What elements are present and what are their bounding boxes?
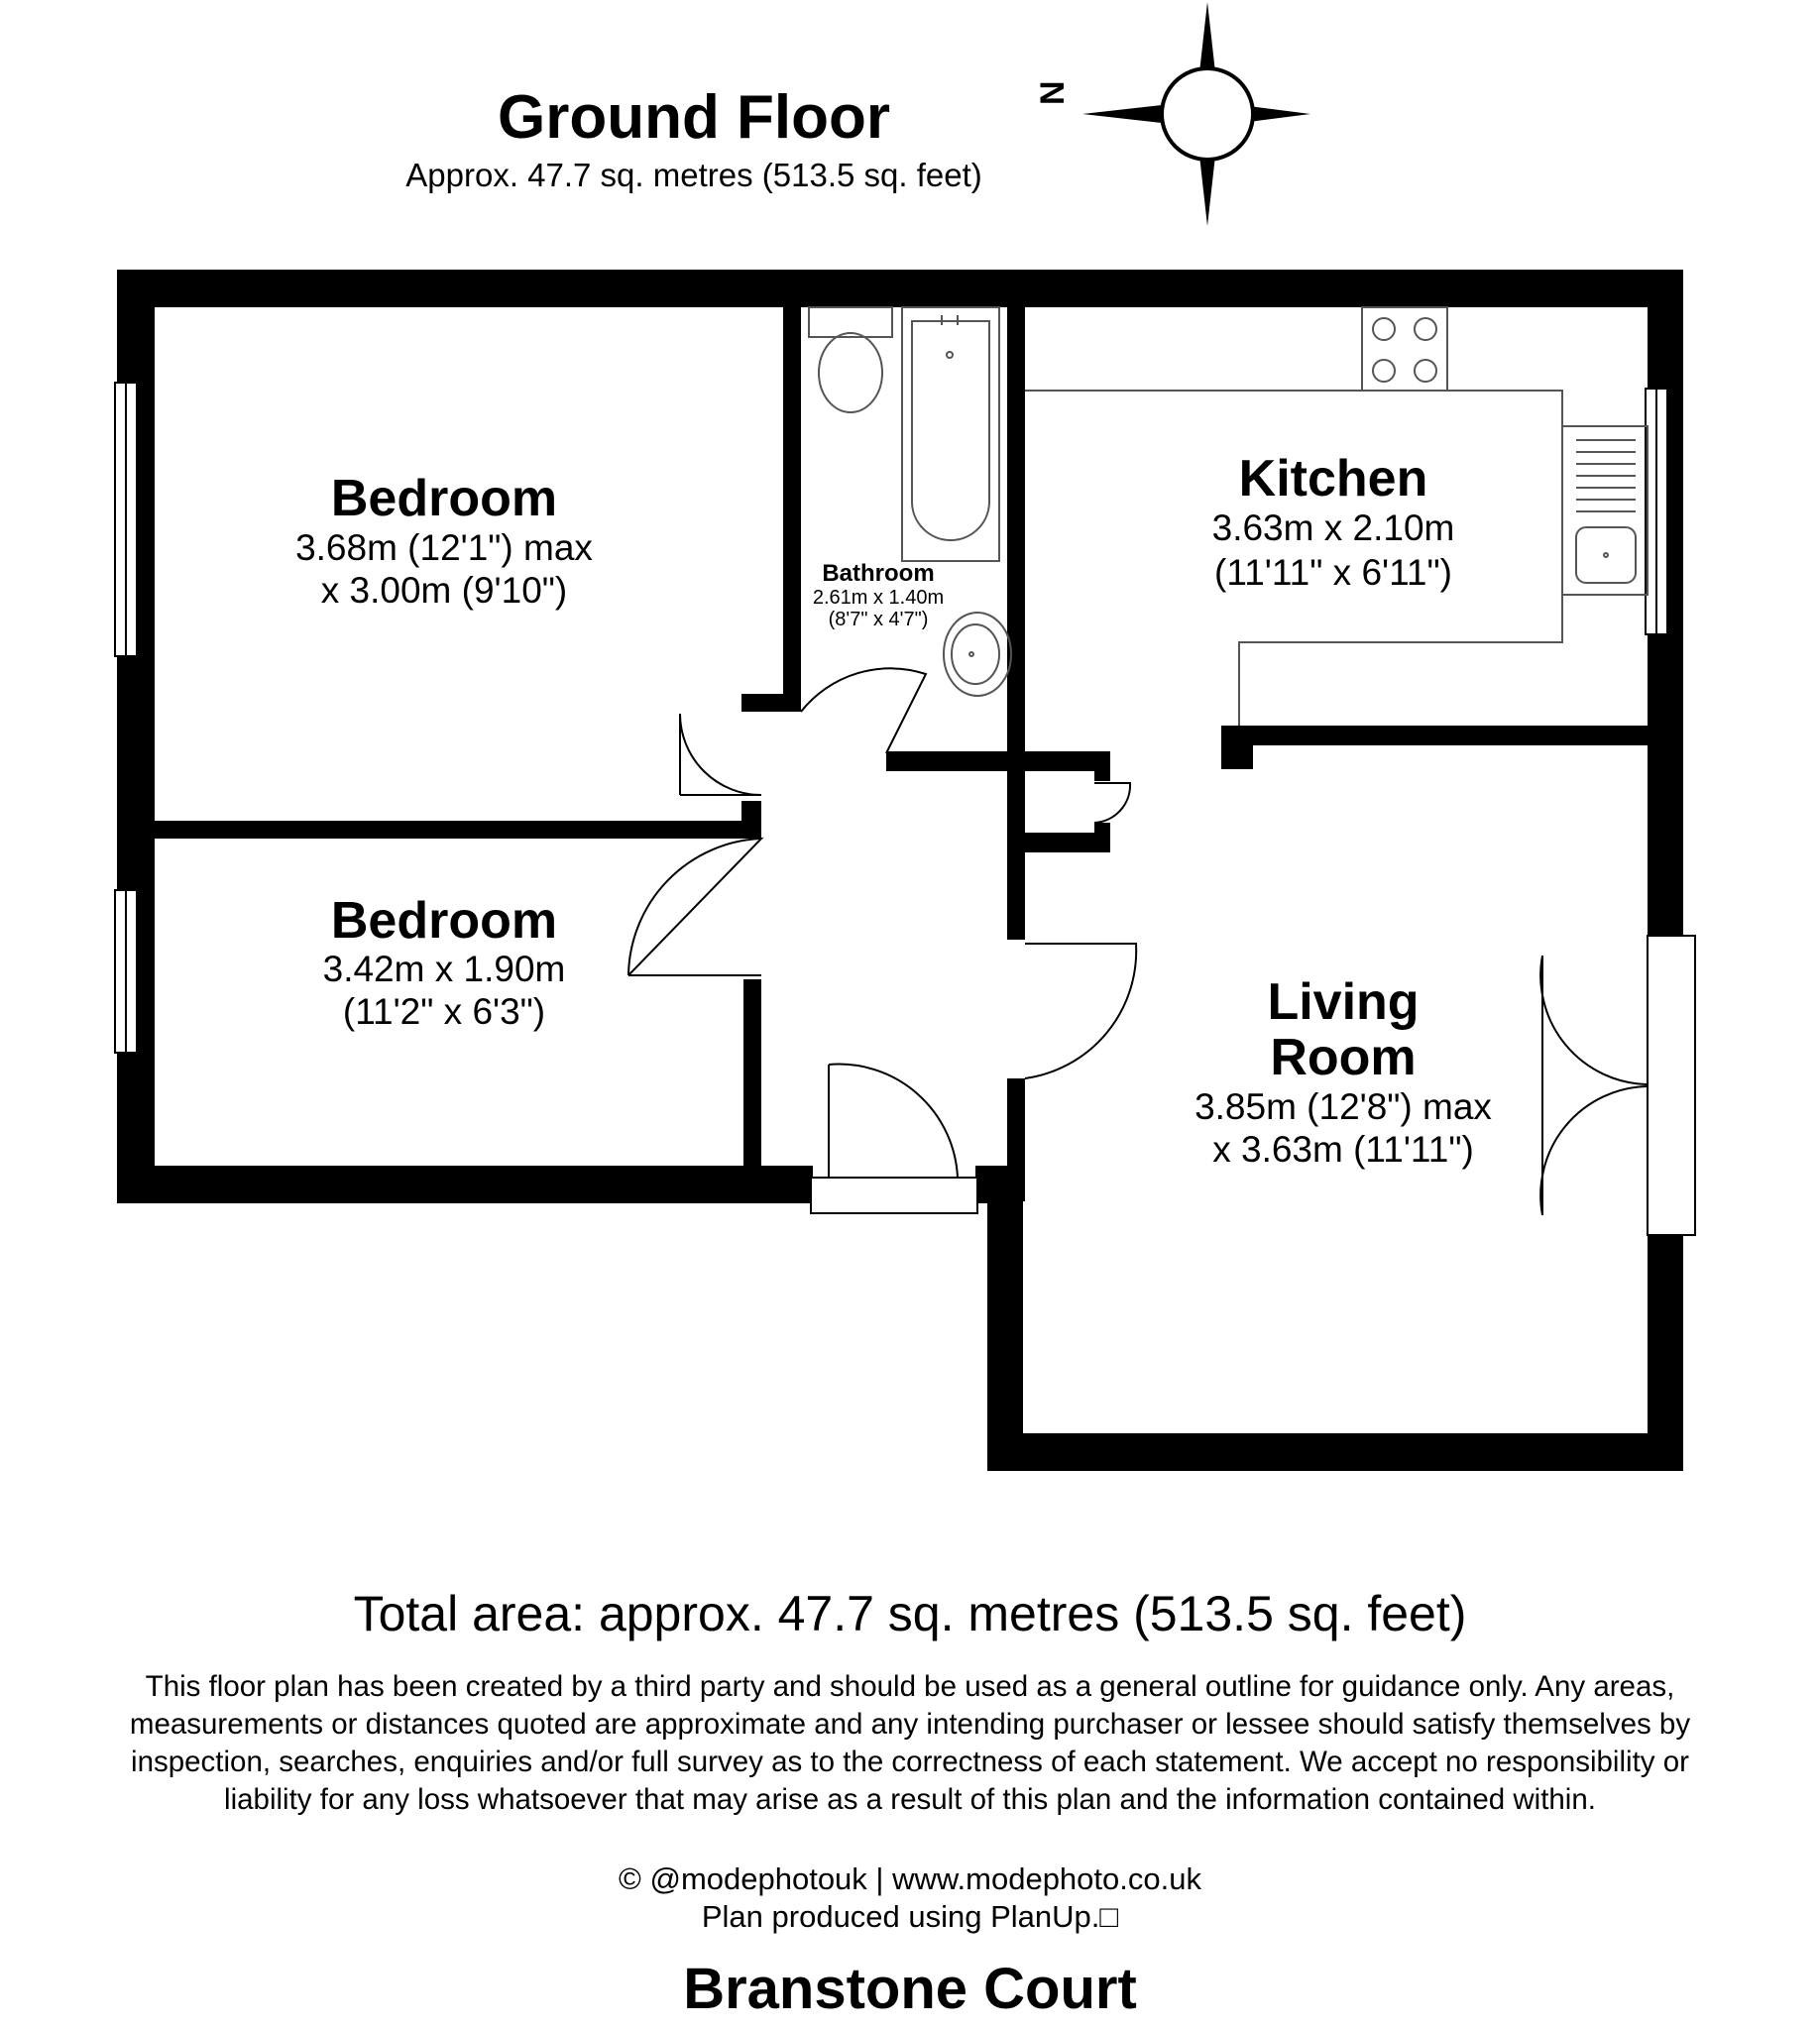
credit-line: © @modephotouk | www.modephoto.co.uk <box>619 1861 1201 1896</box>
kitchen-name: Kitchen <box>1238 450 1428 508</box>
planup-credit: Plan produced using PlanUp.□ <box>701 1899 1119 1934</box>
disclaimer-line: measurements or distances quoted are approximate and any intending purchaser or lessee should satisfy themselves by <box>129 1708 1691 1741</box>
bathtub-icon <box>902 307 999 561</box>
bathroom-fixtures <box>809 307 1011 696</box>
room-labels <box>295 450 1492 1170</box>
disclaimer-line: liability for any loss whatsoever that may arise as a result of this plan and the information contained within. <box>224 1783 1596 1816</box>
toilet-bowl-icon <box>819 333 882 412</box>
front-door-frame <box>811 1178 977 1213</box>
kitchen-dim1: 3.63m x 2.10m <box>1211 508 1455 548</box>
living-room-dim2: x 3.63m (11'11") <box>1212 1129 1474 1170</box>
floor-title: Ground Floor <box>497 83 891 152</box>
bedroom1-dim1: 3.68m (12'1") max <box>295 527 593 568</box>
total-area: Total area: approx. 47.7 sq. metres (513.5 sq. feet) <box>353 1586 1467 1641</box>
bedroom1-name: Bedroom <box>330 470 558 527</box>
compass-icon <box>1034 2 1310 226</box>
bedroom2-name: Bedroom <box>330 892 558 950</box>
property-name: Branstone Court <box>683 1957 1137 2021</box>
patio-door-frame <box>1648 936 1695 1235</box>
compass-n-label: N <box>1034 80 1072 105</box>
kitchen-dim2: (11'11" x 6'11") <box>1214 552 1452 593</box>
walls <box>117 270 1683 1471</box>
bathroom-name: Bathroom <box>822 560 935 587</box>
door-swings <box>628 668 1648 1215</box>
bedroom2-dim2: (11'2" x 6'3") <box>342 991 546 1032</box>
bathroom-dim2: (8'7" x 4'7") <box>828 609 929 630</box>
disclaimer-line: inspection, searches, enquiries and/or full survey as to the correctness of each statement. We accept no responsibility or <box>131 1746 1689 1778</box>
floor-area: Approx. 47.7 sq. metres (513.5 sq. feet) <box>405 157 982 193</box>
bathroom-dim1: 2.61m x 1.40m <box>812 587 945 609</box>
living-room-name-line1: Living <box>1267 973 1420 1031</box>
disclaimer <box>0 1668 1820 1819</box>
living-room-name-line2: Room <box>1270 1029 1417 1086</box>
bedroom1-dim2: x 3.00m (9'10") <box>320 570 568 611</box>
living-room-dim1: 3.85m (12'8") max <box>1194 1086 1492 1127</box>
bedroom2-dim1: 3.42m x 1.90m <box>322 949 566 989</box>
disclaimer-line: This floor plan has been created by a third party and should be used as a general outline for guidance only. Any areas, <box>145 1670 1675 1703</box>
